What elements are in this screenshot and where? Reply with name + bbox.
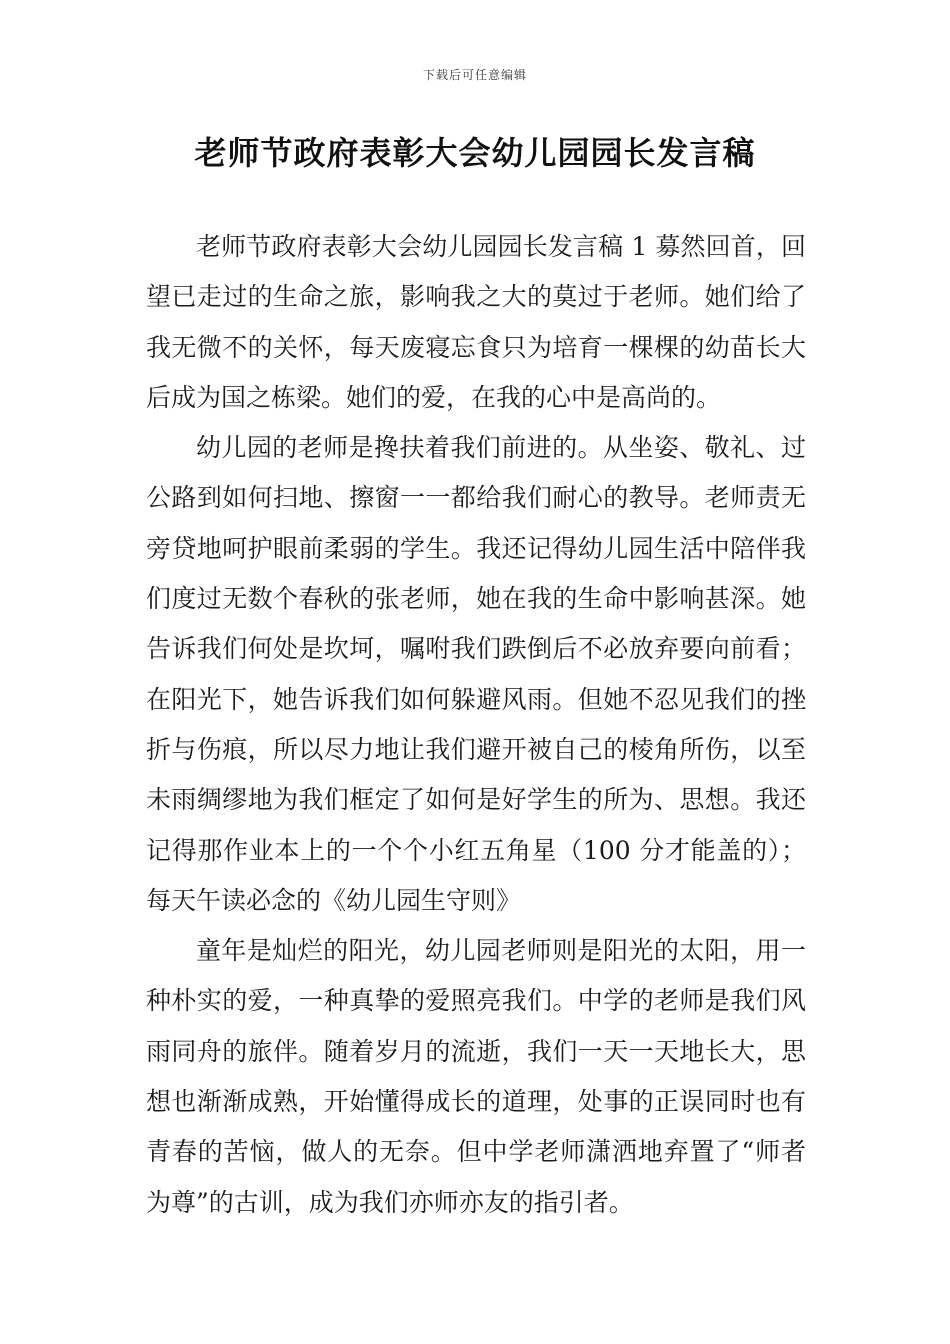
document-body	[146, 222, 806, 1228]
paragraph: 老师节政府表彰大会幼儿园园长发言稿 1 募然回首，回望已走过的生命之旅，影响我之大的莫过于老师。她们给了我无微不的关怀，每天废寝忘食只为培育一棵棵的幼苗长大后成为国之栋梁。她们的爱，在我的心中是高尚的。	[146, 232, 806, 412]
paragraph: 童年是灿烂的阳光，幼儿园老师则是阳光的太阳，用一种朴实的爱，一种真挚的爱照亮我们。中学的老师是我们风雨同舟的旅伴。随着岁月的流逝，我们一天一天地长大，思想也渐渐成熟，开始懂得成长的道理，处事的正误同时也有青春的苦恼，做人的无奈。但中学老师潇洒地弃置了“师者为尊”的古训，成为我们亦师亦友的指引者。	[146, 936, 806, 1217]
document-title: 老师节政府表彰大会幼儿园园长发言稿	[194, 134, 756, 172]
paragraph: 幼儿园的老师是搀扶着我们前进的。从坐姿、敬礼、过公路到如何扫地、擦窗一一都给我们耐心的教导。老师责无旁贷地呵护眼前柔弱的学生。我还记得幼儿园生活中陪伴我们度过无数个春秋的张老师，她在我的生命中影响甚深。她告诉我们何处是坎坷，嘱咐我们跌倒后不必放弃要向前看；在阳光下，她告诉我们如何躲避风雨。但她不忍见我们的挫折与伤痕，所以尽力地让我们避开被自己的棱角所伤，以至未雨绸缪地为我们框定了如何是好学生的所为、思想。我还记得那作业本上的一个个小红五角星（100 分才能盖的）；每天午读必念的《幼儿园生守则》	[146, 433, 806, 915]
header-note: 下载后可任意编辑	[422, 68, 527, 82]
